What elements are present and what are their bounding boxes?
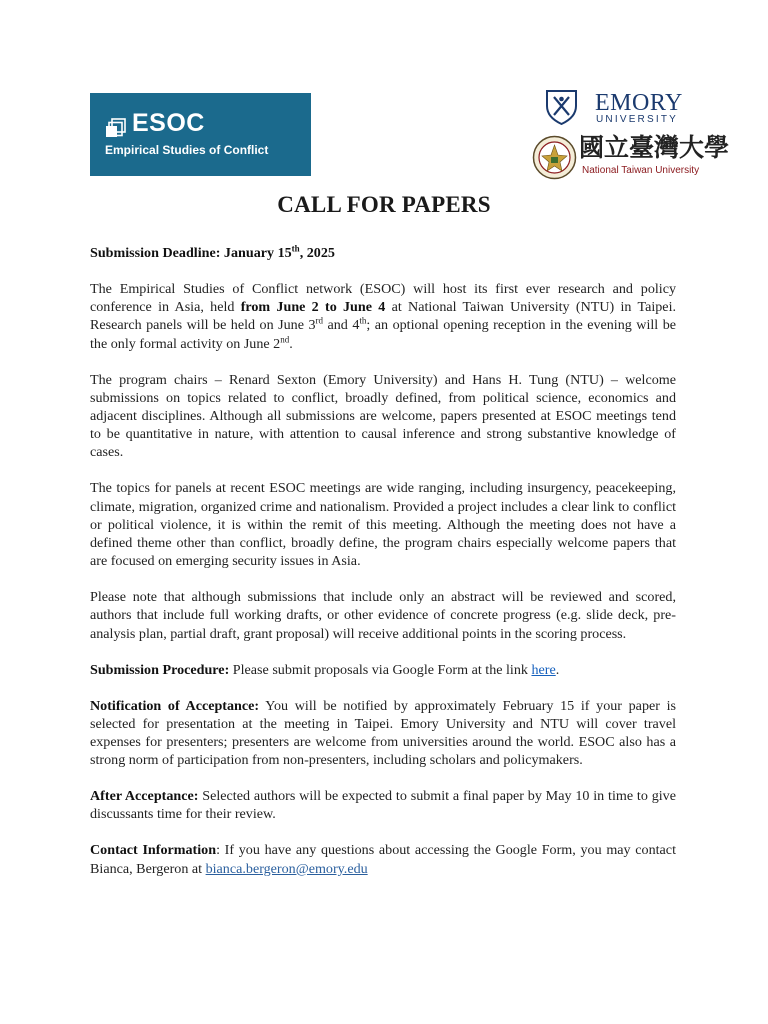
paragraph-intro: The Empirical Studies of Conflict network (ESOC) will host its first ever research and policy conference in Asia, held from June 2 to June 4 at National Taiwan University (NTU) in Taipei. Research panels will be held on June 3rd and 4th; an optional opening reception in the evening will be the only formal activity on June 2nd.: [90, 281, 677, 352]
paragraph-submission-note: Please note that although submissions that include only an abstract will be reviewed and scored, authors that include full working drafts, or other evidence of concrete progress (e.g. slide deck, pre-analysis plan, partial draft, grant proposal) will receive additional points in the scoring process.: [90, 589, 676, 642]
emory-logo-name: EMORY: [595, 90, 683, 116]
ntu-logo: [532, 133, 730, 181]
emory-shield-icon: [545, 89, 578, 125]
esoc-logo-tagline: Empirical Studies of Conflict: [105, 143, 269, 157]
ntu-logo-english-name: National Taiwan University: [582, 165, 700, 176]
conference-dates: from June 2 to June 4: [240, 299, 386, 316]
esoc-logo: [90, 93, 311, 176]
after-acceptance: After Acceptance: Selected authors will be expected to submit a final paper by May 10 in time to give discussants time for their review.: [90, 788, 676, 823]
notification-of-acceptance: Notification of Acceptance: You will be notified by approximately February 15 if your paper is selected for presentation at the meeting in Taipei. Emory University and NTU will cover travel expenses for presenters; presenters are welcome from universities around the world. ESOC also has a strong norm of participation from non-presenters, including scholars and policymakers.: [90, 697, 676, 769]
after-acceptance-label: After Acceptance:: [90, 788, 199, 805]
google-form-link[interactable]: here: [531, 661, 556, 678]
emory-logo-sub: UNIVERSITY: [596, 114, 679, 125]
paragraph-topics: The topics for panels at recent ESOC meetings are wide ranging, including insurgency, peacekeeping, climate, migration, organized crime and nationalism. Provided a project includes a clear link to conflict or political violence, it is within the remit of this meeting. Although the meeting does not have a defined theme other than conflict, broadly define, the program chairs especially welcome papers that are focused on emerging security issues in Asia.: [90, 480, 676, 570]
page-title: CALL FOR PAPERS: [277, 192, 491, 217]
emory-logo: [545, 89, 685, 129]
esoc-squares-icon: [105, 118, 127, 140]
deadline-label: Submission Deadline: January 15th, 2025: [90, 243, 335, 261]
submission-procedure-label: Submission Procedure:: [90, 661, 230, 678]
document-body: [90, 244, 676, 896]
paragraph-program-chairs: The program chairs – Renard Sexton (Emory University) and Hans H. Tung (NTU) – welcome submissions on topics related to conflict, broadly defined, from political science, economics and adjacent disciplines. Although all submissions are welcome, papers presented at ESOC meetings tend to be quantitative in nature, with attention to causal inference and strong substantive knowledge of cases.: [90, 371, 676, 461]
contact-email-link[interactable]: bianca.bergeron@emory.edu: [205, 860, 368, 877]
contact-label: Contact Information: [90, 842, 217, 859]
notification-label: Notification of Acceptance:: [90, 697, 260, 714]
submission-deadline: [90, 244, 676, 262]
contact-information: Contact Information: If you have any questions about accessing the Google Form, you may contact Bianca, Bergeron at bianca.bergeron@emory.edu: [90, 842, 676, 877]
esoc-logo-name: ESOC: [132, 109, 205, 137]
ntu-seal-icon: [532, 135, 577, 180]
submission-procedure: Submission Procedure: Please submit proposals via Google Form at the link here.: [90, 661, 560, 678]
ntu-logo-chinese-name: 國立臺灣大學: [579, 133, 730, 162]
